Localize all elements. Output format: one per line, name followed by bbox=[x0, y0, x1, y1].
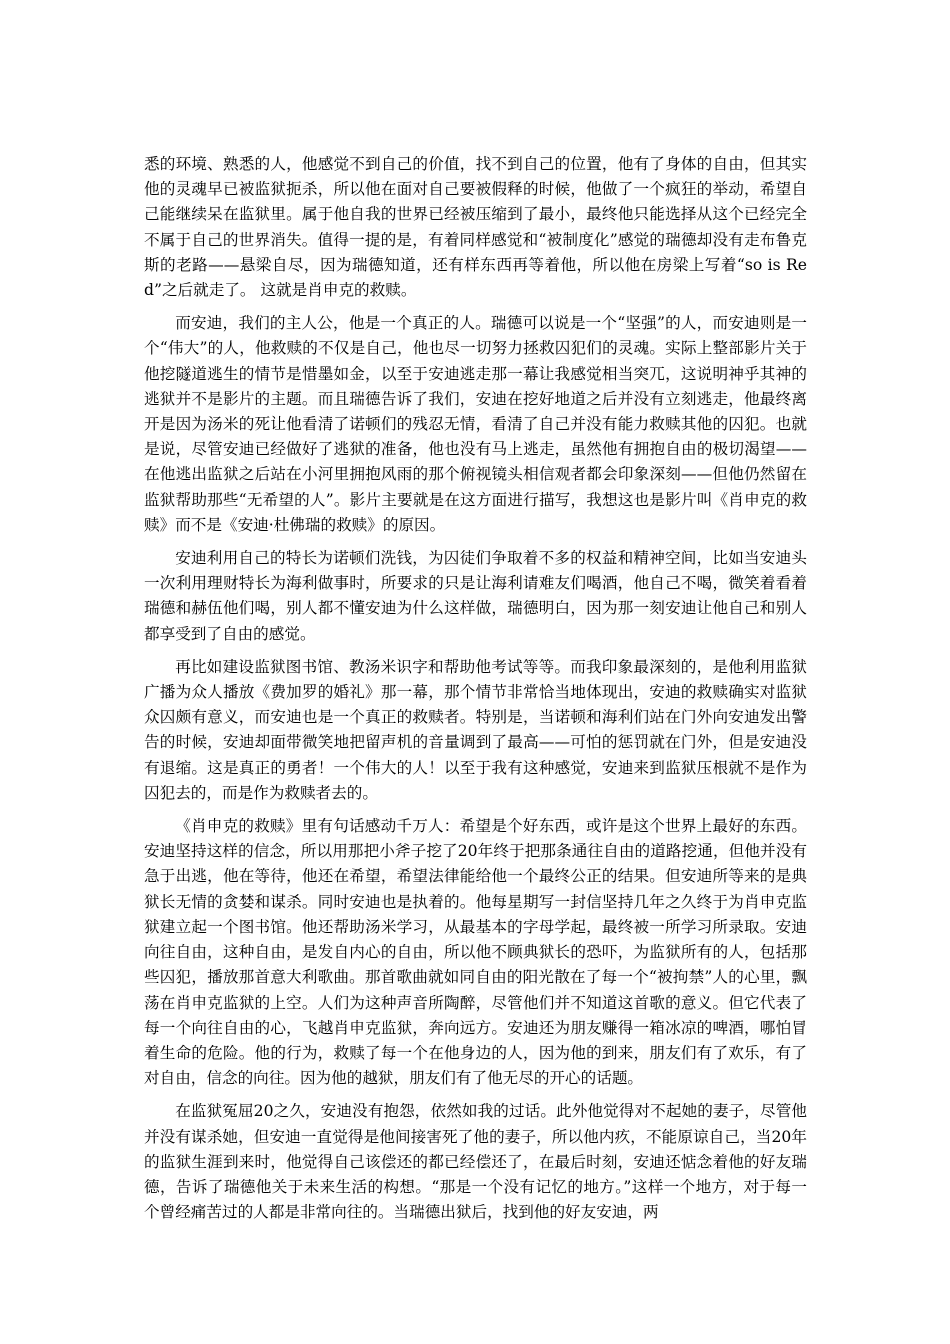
paragraph-5: 《肖申克的救赎》里有句话感动千万人：希望是个好东西，或许是这个世界上最好的东西。安迪坚持这样的信念，所以用那把小斧子挖了20年终于把那条通往自由的道路挖通，但他并没有急于出逃，他在等待，他还在希望，希望法律能给他一个最终公正的结果。但安迪所等来的是典狱长无情的贪婪和谋杀。同时安迪也是执着的。他每星期写一封信坚持几年之久终于为肖申克监狱建立起一个图书馆。他还帮助汤米学习，从最基本的字母学起，最终被一所学习所录取。安迪向往自由，这种自由，是发自内心的自由，所以他不顾典狱长的恐吓，为监狱所有的人，包括那些囚犯，播放那首意大利歌曲。那首歌曲就如同自由的阳光散在了每一个“被拘禁”人的心里，飘荡在肖申克监狱的上空。人们为这种声音所陶醉，尽管他们并不知道这首歌的意义。但它代表了每一个向往自由的心，飞越肖申克监狱，奔向远方。安迪还为朋友赚得一箱冰凉的啤酒，哪怕冒着生命的危险。他的行为，救赎了每一个在他身边的人，因为他的到来，朋友们有了欢乐，有了对自由，信念的向往。因为他的越狱，朋友们有了他无尽的开心的话题。 bbox=[144, 817, 807, 1088]
paragraph-3: 安迪利用自己的特长为诺顿们洗钱，为囚徒们争取着不多的权益和精神空间，比如当安迪头一次利用理财特长为海利做事时，所要求的只是让海利请难友们喝酒，他自己不喝，微笑着看着瑞德和赫伍他们喝，别人都不懂安迪为什么这样做，瑞德明白，因为那一刻安迪让他自己和别人都享受到了自由的感觉。 bbox=[144, 549, 807, 643]
paragraph-4: 再比如建设监狱图书馆、教汤米识字和帮助他考试等等。而我印象最深刻的，是他利用监狱广播为众人播放《费加罗的婚礼》那一幕，那个情节非常恰当地体现出，安迪的救赎确实对监狱众囚颇有意义，而安迪也是一个真正的救赎者。特别是，当诺顿和海利们站在门外向安迪发出警告的时候，安迪却面带微笑地把留声机的音量调到了最高——可怕的惩罚就在门外，但是安迪没有退缩。这是真正的勇者！一个伟大的人！以至于我有这种感觉，安迪来到监狱压根就不是作为囚犯去的，而是作为救赎者去的。 bbox=[144, 657, 807, 802]
paragraph-6: 在监狱冤屈20之久，安迪没有抱怨，依然如我的过话。此外他觉得对不起她的妻子，尽管他并没有谋杀她，但安迪一直觉得是他间接害死了他的妻子，所以他内疚，不能原谅自己，当20年的监狱生涯到来时，他觉得自己该偿还的都已经偿还了，在最后时刻，安迪还惦念着他的好友瑞德，告诉了瑞德他关于未来生活的构想。“那是一个没有记忆的地方。”这样一个地方，对于每一个曾经痛苦过的人都是非常向往的。当瑞德出狱后，找到他的好友安迪，两 bbox=[144, 1102, 807, 1222]
document-body bbox=[144, 152, 807, 1233]
paragraph-2: 而安迪，我们的主人公，他是一个真正的人。瑞德可以说是一个“坚强”的人，而安迪则是一个“伟大”的人，他救赎的不仅是自己，他也尽一切努力拯救囚犯们的灵魂。实际上整部影片关于他挖隧道逃生的情节是惜墨如金，以至于安迪逃走那一幕让我感觉相当突兀，这说明神乎其神的逃狱并不是影片的主题。而且瑞德告诉了我们，安迪在挖好地道之后并没有立刻逃走，他最终离开是因为汤米的死让他看清了诺顿们的残忍无情，看清了自己并没有能力救赎其他的囚犯。也就是说，尽管安迪已经做好了逃狱的准备，他也没有马上逃走，虽然他有拥抱自由的极切渴望——在他逃出监狱之后站在小河里拥抱风雨的那个俯视镜头相信观者都会印象深刻——但他仍然留在监狱帮助那些“无希望的人”。影片主要就是在这方面进行描写，我想这也是影片叫《肖申克的救赎》而不是《安迪·杜佛瑞的救赎》的原因。 bbox=[144, 314, 807, 534]
paragraph-1: 悉的环境、熟悉的人，他感觉不到自己的价值，找不到自己的位置，他有了身体的自由，但其实他的灵魂早已被监狱扼杀，所以他在面对自己要被假释的时候，他做了一个疯狂的举动，希望自己能继续呆在监狱里。属于他自我的世界已经被压缩到了最小，最终他只能选择从这个已经完全不属于自己的世界消失。值得一提的是，有着同样感觉和“被制度化”感觉的瑞德却没有走布鲁克斯的老路——悬梁自尽，因为瑞德知道，还有样东西再等着他，所以他在房梁上写着“so is Red”之后就走了。 这就是肖申克的救赎。 bbox=[144, 155, 807, 300]
